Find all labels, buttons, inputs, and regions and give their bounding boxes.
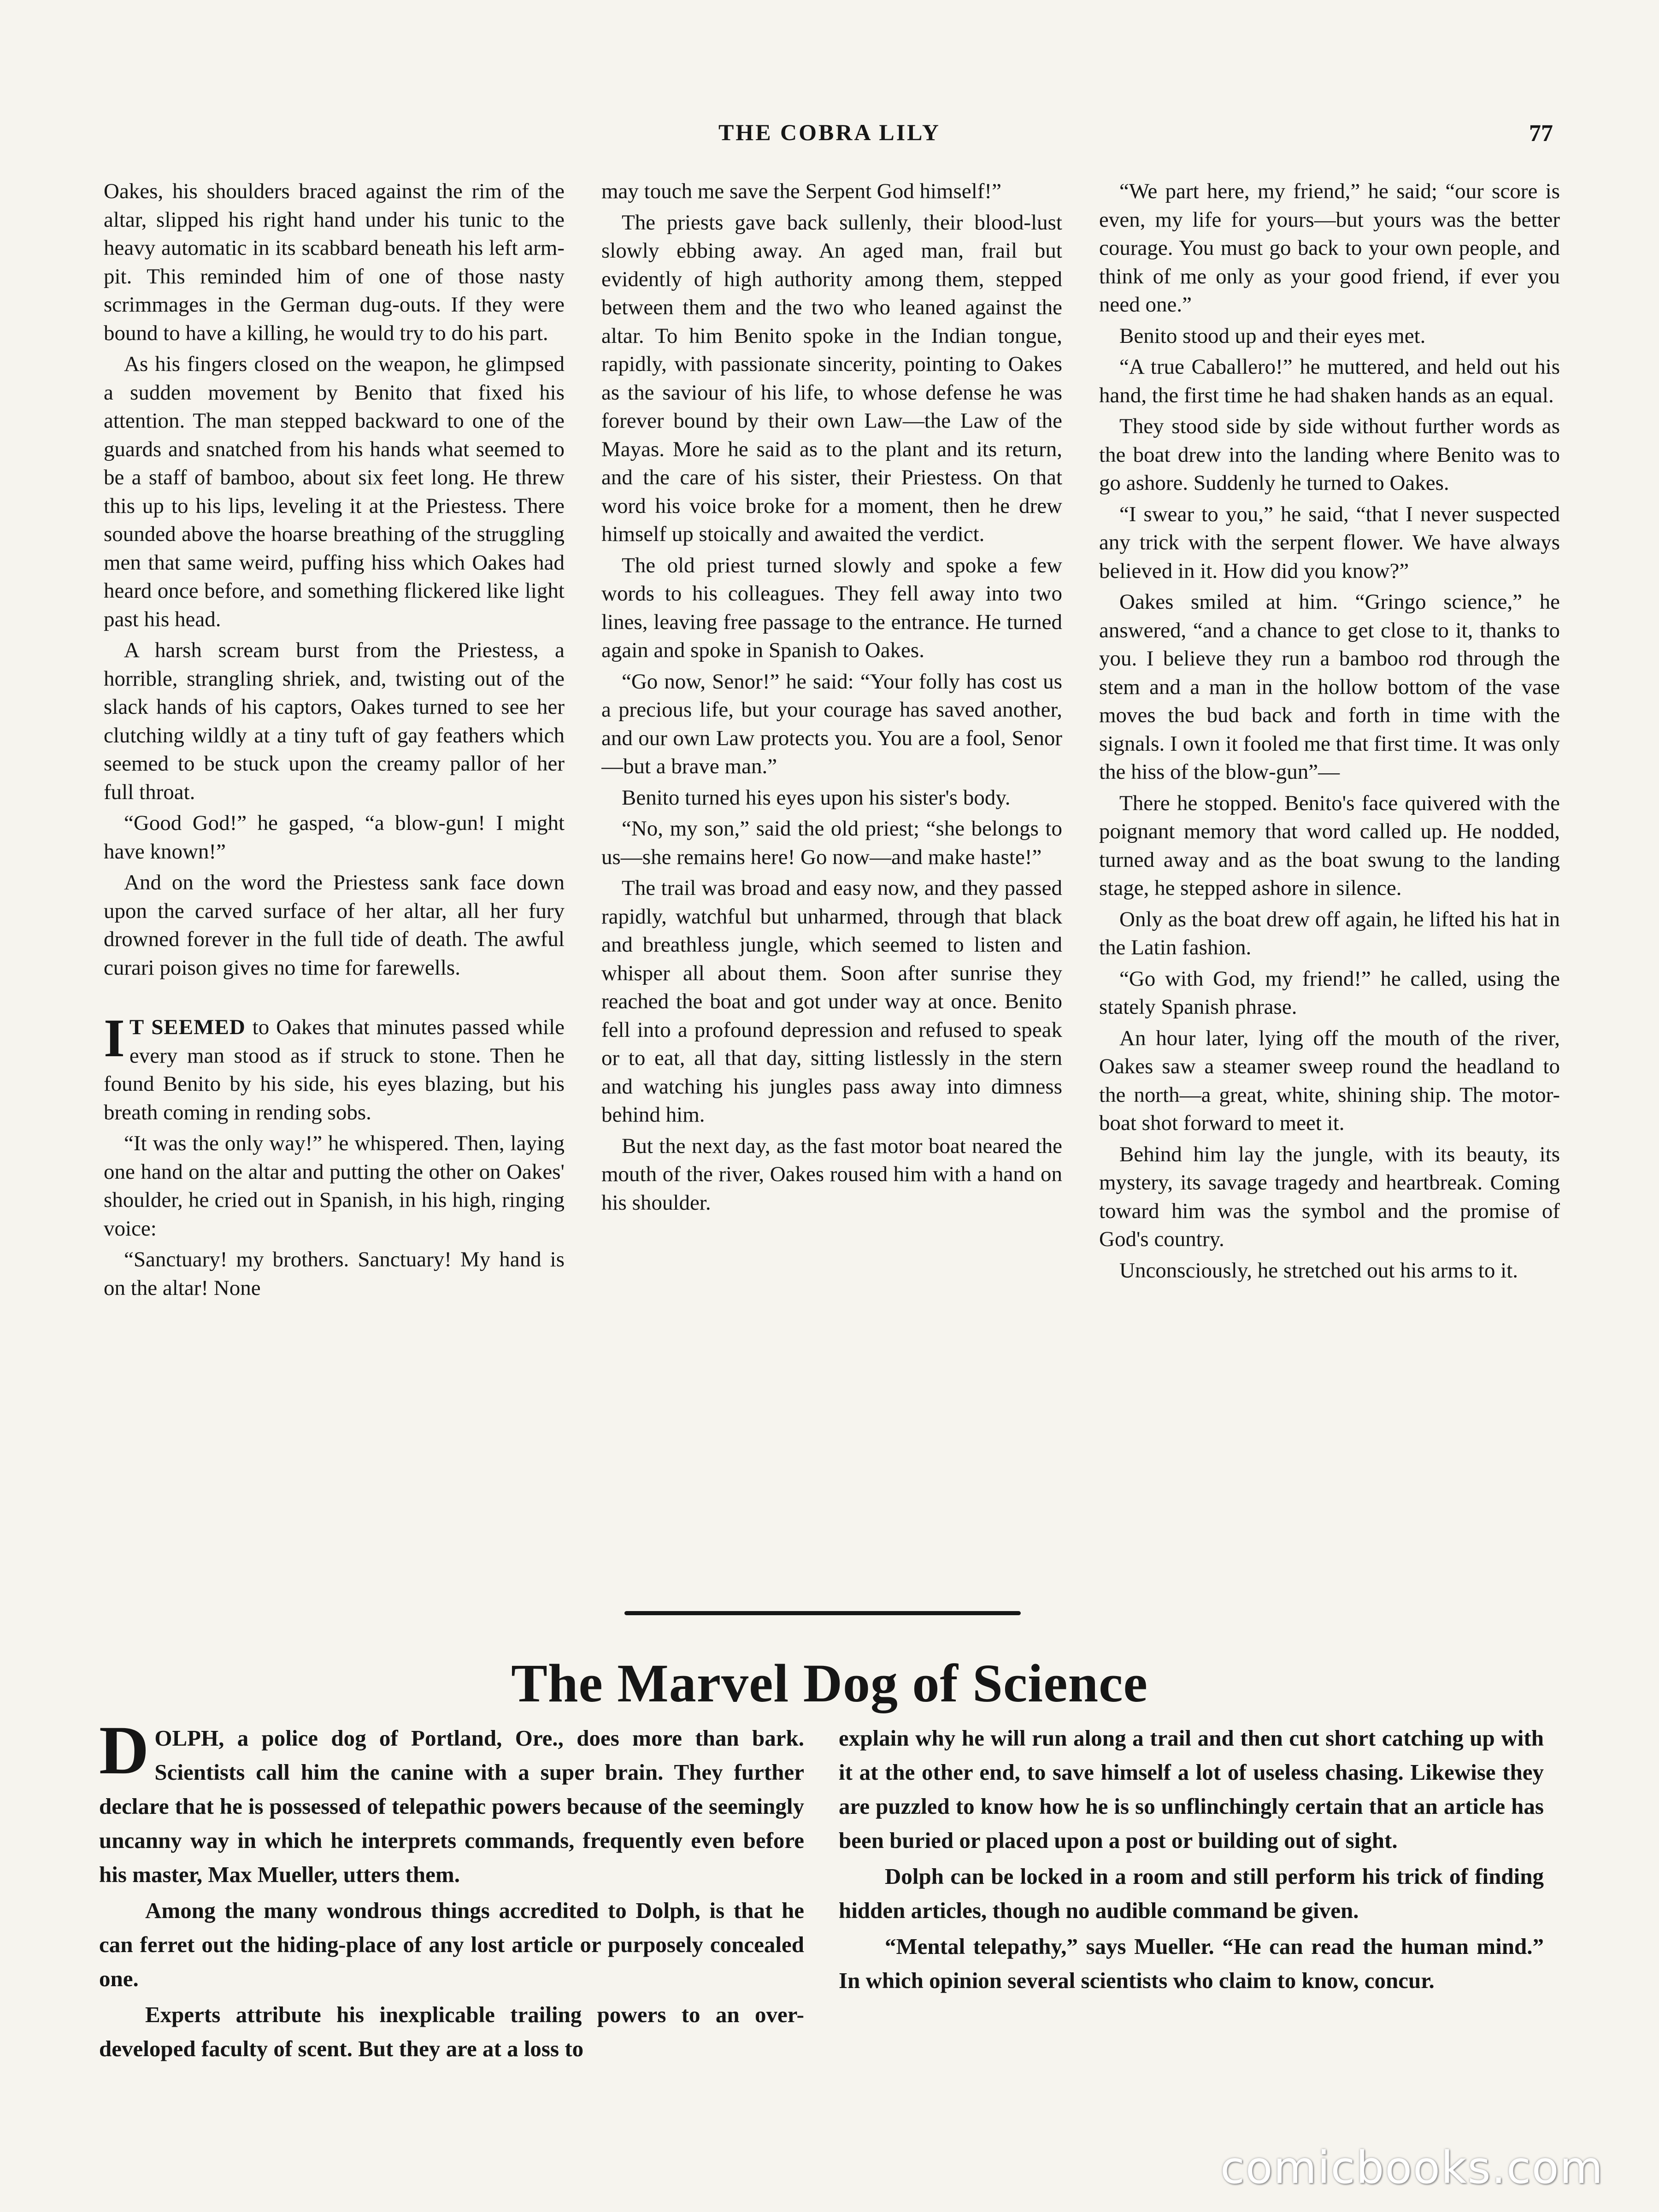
paragraph: The trail was broad and easy now, and they passed rapidly, watchful but unharmed, through that black and breathless jungle, which seemed to listen and whisper all about them. Soon after sunrise they reached the boat and got under way at once. Benito fell into a profound depression and refused to speak or to eat, all that day, sitting listlessly in the stern and watching his jungles pass away into dimness behind him. [601, 876, 1062, 1127]
paragraph: There he stopped. Benito's face quivered with the poignant memory that word called up. He nodded, turned away and as the boat swung to the landing stage, he stepped ashore in silence. [1099, 791, 1560, 900]
paragraph: Oakes, his shoulders braced against the rim of the altar, slipped his right hand under his tunic to the heavy automatic in its scabbard beneath his left arm-pit. This reminded him of one of those nasty scrimmages in the German dug-outs. If they were bound to have a killing, he would try to do his part. [104, 179, 565, 345]
paragraph: explain why he will run along a trail and then cut short catching up with it at the other end, to save himself a lot of useless chasing. Likewise they are puzzled to know how he is so unflinchingly certain that an article has been buried or placed upon a post or building out of sight. [839, 1725, 1544, 1853]
story-column-1 [104, 177, 565, 1583]
article-title: The Marvel Dog of Science [511, 1653, 1148, 1713]
section-opening-paragraph [104, 1008, 565, 1127]
page-header [0, 119, 1659, 156]
paragraph: Benito turned his eyes upon his sister's body. [622, 785, 1011, 810]
lead-in: T SEEMED [129, 1015, 246, 1039]
paragraph-text: to Oakes that minutes passed while every man stood as if struck to stone. Then he found Benito by his side, his eyes blazing, but his breath coming in rending sobs. [104, 1015, 565, 1124]
paragraph: Behind him lay the jungle, with its beauty, its mystery, its savage tragedy and heartbreak. Coming toward him was the symbol and the promise of God's country. [1099, 1142, 1560, 1251]
paragraph: “Go now, Senor!” he said: “Your folly has cost us a precious life, but your courage has saved another, and our own Law protects you. You are a fool, Senor—but a brave man.” [601, 669, 1062, 778]
paragraph: The priests gave back sullenly, their blood-lust slowly ebbing away. An aged man, frail but evidently of high authority among them, stepped between them and the two who leaned against the altar. To him Benito spoke in the Indian tongue, rapidly, with passionate sincerity, pointing to Oakes as the saviour of his life, to whose defense he was forever bound by their own Law—the Law of the Mayas. More he said as to the plant and its return, and the care of his sister, their Priestess. On that word his voice broke for a moment, then he drew himself up stoically and awaited the verdict. [601, 210, 1062, 546]
running-title: THE COBRA LILY [718, 119, 941, 145]
paragraph: The old priest turned slowly and spoke a few words to his colleagues. They fell away into two lines, leaving free passage to the entrance. He turned again and spoke in Spanish to Oakes. [601, 553, 1062, 662]
paragraph: And on the word the Priestess sank face down upon the carved surface of her altar, all her fury drowned forever in the full tide of death. The awful curari poison gives no time for farewells. [104, 871, 565, 980]
paragraph: A harsh scream burst from the Priestess, a horrible, strangling shriek, and, twisting out of the slack hands of his captors, Oakes turned to see her clutching wildly at a tiny tuft of gay feathers which seemed to be stuck upon the creamy pallor of her full throat. [104, 638, 565, 804]
page-number: 77 [1529, 120, 1553, 147]
paragraph: “Mental telepathy,” says Mueller. “He can read the human mind.” In which opinion several scientists who claim to know, concur. [839, 1934, 1544, 1993]
divider-rule [624, 1611, 1021, 1615]
article-columns [99, 1721, 1544, 2090]
section-break [104, 985, 565, 1013]
paragraph: As his fingers closed on the weapon, he glimpsed a sudden movement by Benito that fixed his attention. The man stepped backward to one of the guards and snatched from his hands what seemed to be a staff of bamboo, about six feet long. He threw this up to his lips, leveling it at the Priestess. There sounded above the hoarse breathing of the struggling men that same weird, puffing hiss which Oakes had heard once before, and something flickered like light past his head. [104, 352, 565, 631]
paragraph: Oakes smiled at him. “Gringo science,” he answered, “and a chance to get close to it, thanks to you. I believe they run a bamboo rod through the stem and a man in the hollow bottom of the vase moves the bud back and forth in time with the signals. I own it fooled me that first time. It was only the hiss of the blow-gun”— [1099, 590, 1560, 784]
paragraph: may touch me save the Serpent God himself!” [601, 179, 1001, 203]
watermark: comicbooks.com [1220, 2142, 1604, 2194]
paragraph: Unconsciously, he stretched out his arms to it. [1119, 1258, 1518, 1282]
paragraph: “It was the only way!” he whispered. Then, laying one hand on the altar and putting the other on Oakes' shoulder, he cried out in Spanish, in his high, ringing voice: [104, 1131, 565, 1241]
paragraph: But the next day, as the fast motor boat neared the mouth of the river, Oakes roused him with a hand on his shoulder. [601, 1134, 1062, 1215]
paragraph: “Good God!” he gasped, “a blow-gun! I might have known!” [104, 811, 565, 864]
paragraph: An hour later, lying off the mouth of the river, Oakes saw a steamer sweep round the headland to the north—a great, white, shining ship. The motor-boat shot forward to meet it. [1099, 1026, 1560, 1135]
paragraph: Among the many wondrous things accredited to Dolph, is that he can ferret out the hiding-place of any lost article or purposely concealed one. [99, 1898, 804, 1991]
article-column-2 [839, 1721, 1544, 2090]
story-column-2 [601, 177, 1062, 1583]
story-column-3 [1099, 177, 1560, 1583]
article-column-1 [99, 1721, 804, 2090]
paragraph: Only as the boat drew off again, he lifted his hat in the Latin fashion. [1099, 907, 1560, 959]
paragraph: “No, my son,” said the old priest; “she belongs to us—she remains here! Go now—and make haste!” [601, 817, 1062, 869]
paragraph: They stood side by side without further words as the boat drew into the landing where Benito was to go ashore. Suddenly he turned to Oakes. [1099, 414, 1560, 495]
paragraph: Experts attribute his inexplicable trailing powers to an over-developed faculty of scent. But they are at a loss to [99, 2002, 804, 2061]
paragraph: “A true Caballero!” he muttered, and held out his hand, the first time he had shaken hands as an equal. [1099, 355, 1560, 407]
paragraph: Benito stood up and their eyes met. [1119, 324, 1426, 348]
paragraph: Dolph can be locked in a room and still perform his trick of finding hidden articles, though no audible command be given. [839, 1864, 1544, 1923]
paragraph: “Go with God, my friend!” he called, using the stately Spanish phrase. [1099, 966, 1560, 1019]
drop-cap: D [99, 1721, 149, 1788]
paragraph: “I swear to you,” he said, “that I never suspected any trick with the serpent flower. We have always believed in it. How did you know?” [1099, 502, 1560, 583]
article-opening-paragraph [99, 1721, 804, 1892]
paragraph: “Sanctuary! my brothers. Sanctuary! My hand is on the altar! None [104, 1247, 565, 1300]
story-columns [104, 177, 1560, 1583]
paragraph-text: OLPH, a police dog of Portland, Ore., does more than bark. Scientists call him the canine with a super brain. They further declare that he is possessed of telepathic powers because of the seemingly uncanny way in which he interprets commands, frequently even before his master, Max Mueller, utters them. [99, 1725, 804, 1887]
drop-cap: I [104, 1008, 125, 1068]
paragraph: “We part here, my friend,” he said; “our score is even, my life for yours—but yours was the better courage. You must go back to your own people, and think of me only as your good friend, if ever you need one.” [1099, 179, 1560, 317]
